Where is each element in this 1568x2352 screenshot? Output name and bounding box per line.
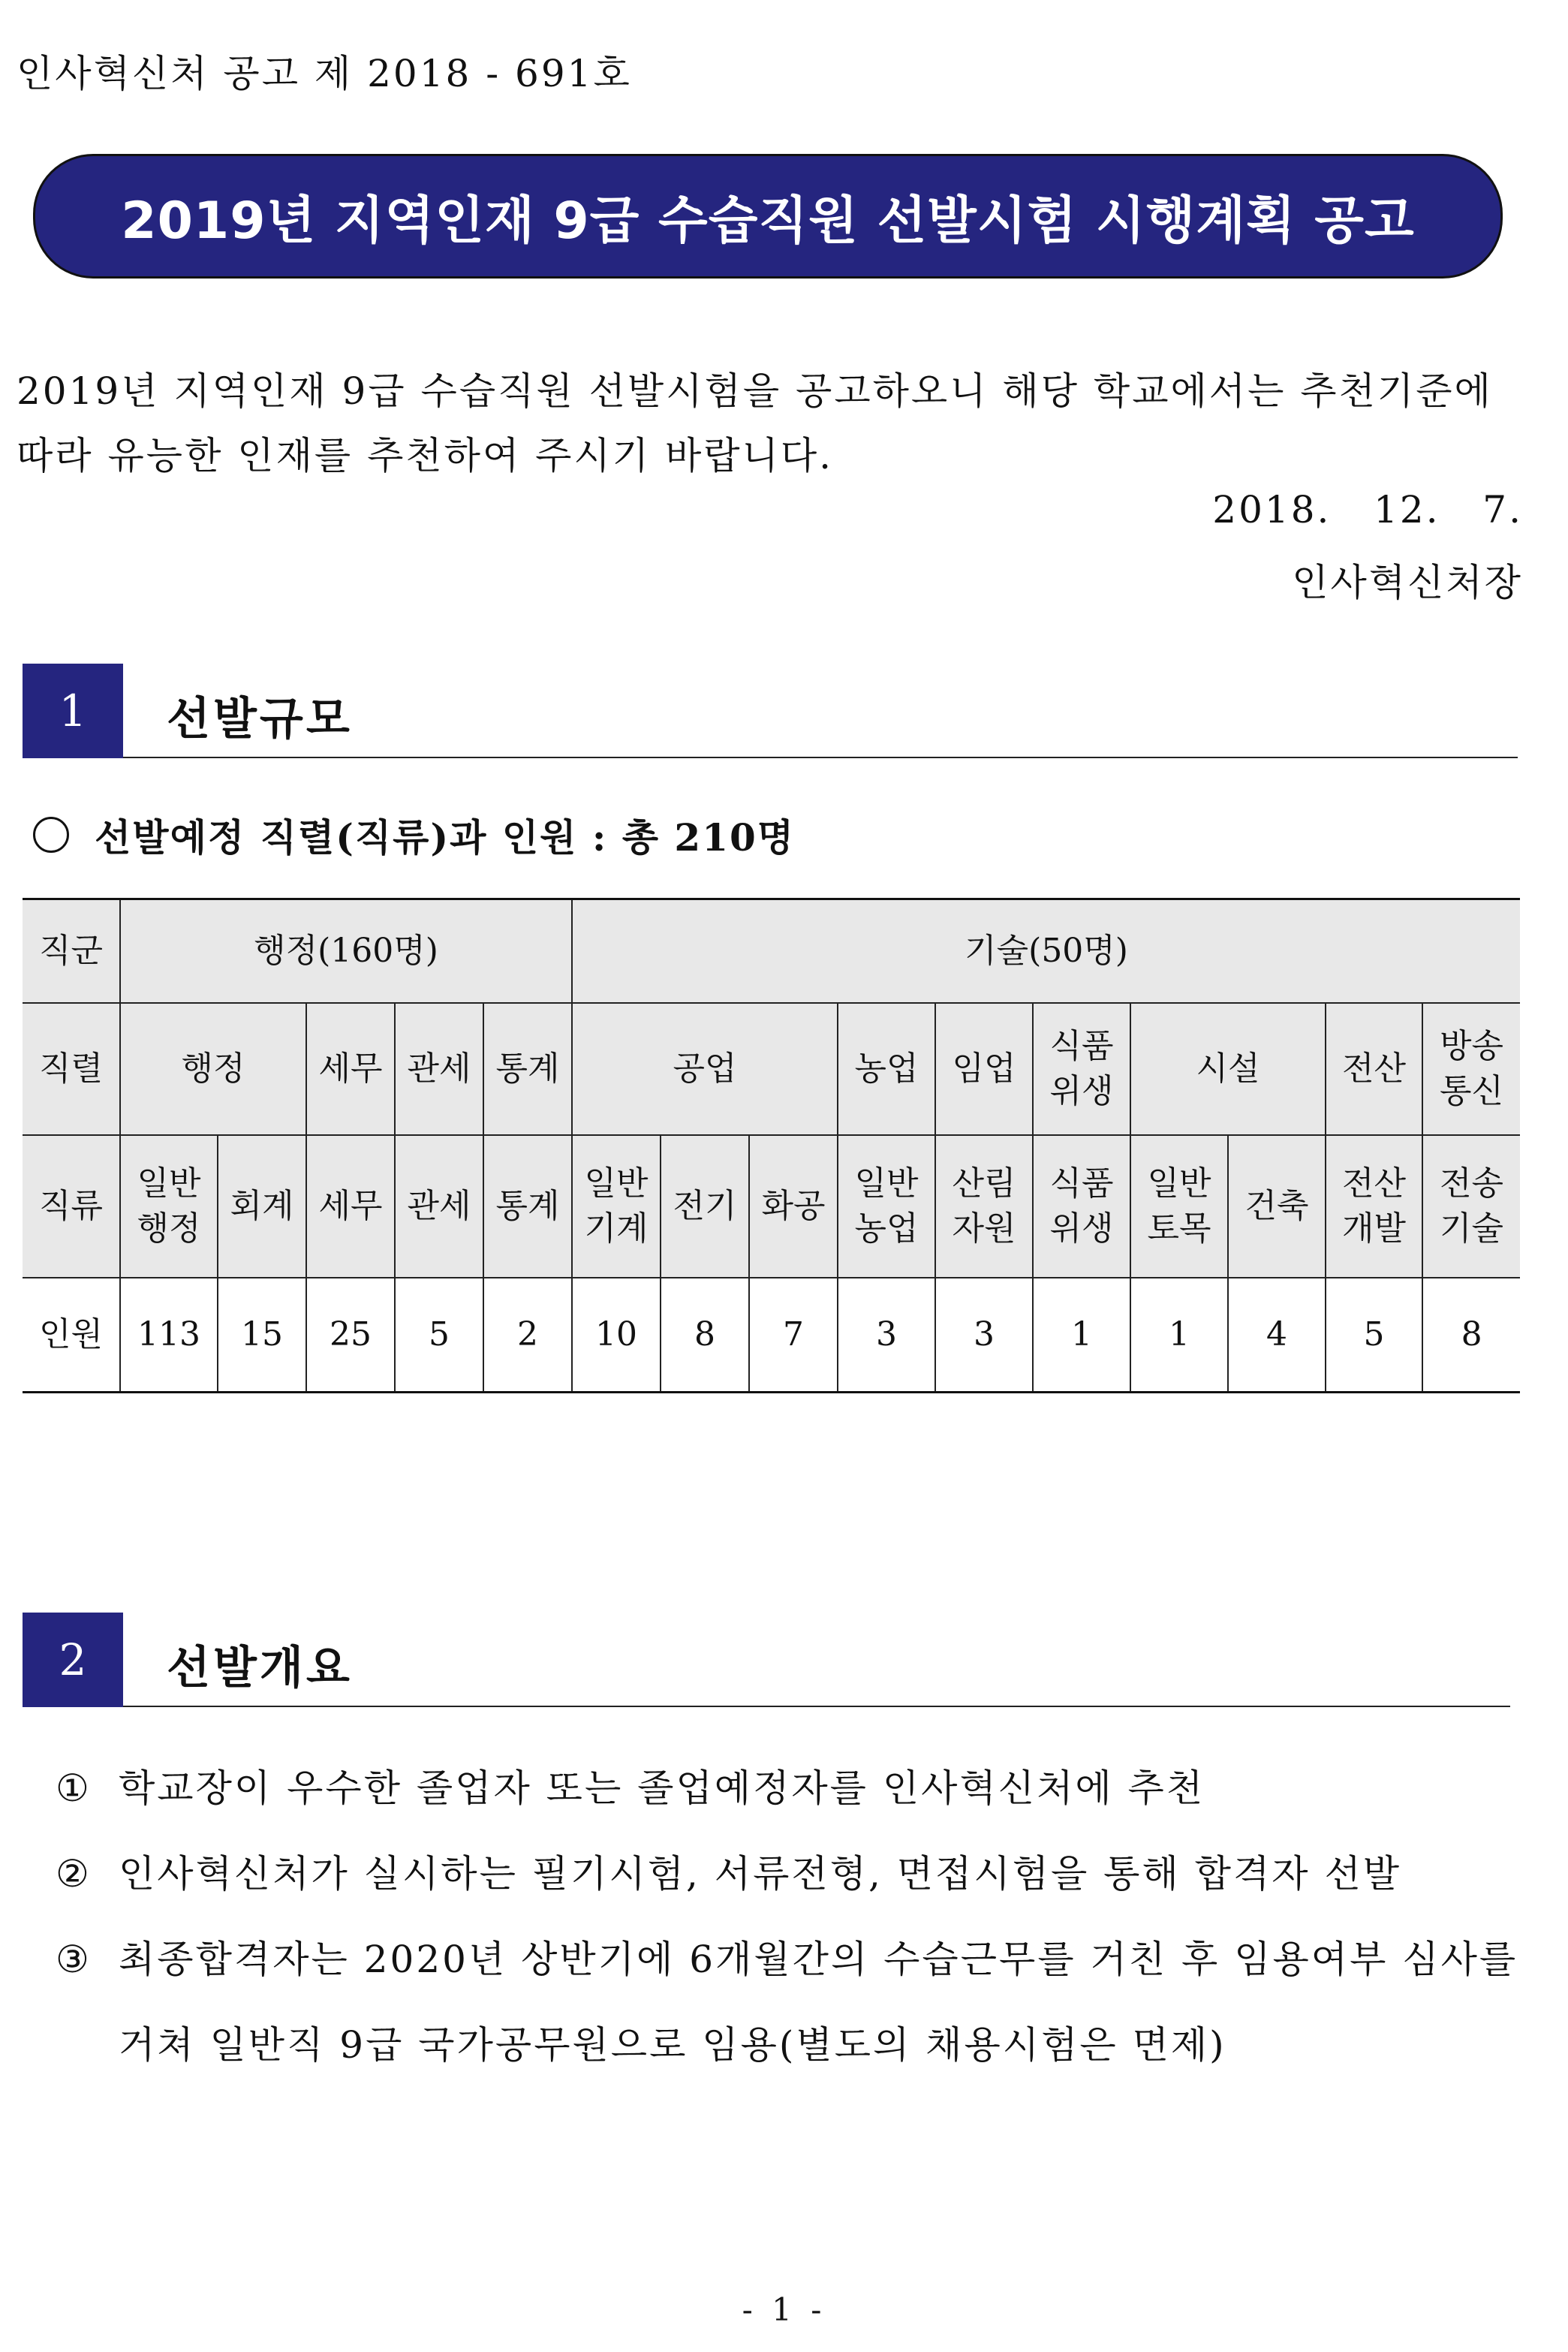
group-tech: 기술(50명) — [572, 899, 1520, 1004]
page-title: 2019년 지역인재 9급 수습직원 선발시험 시행계획 공고 — [121, 191, 1415, 251]
subseries-cell — [1422, 1135, 1520, 1278]
series-cell: 농업 — [838, 1003, 935, 1135]
row-label-series: 직렬 — [23, 1003, 120, 1135]
series-cell: 시설 — [1130, 1003, 1326, 1135]
group-admin: 행정(160명) — [120, 899, 572, 1004]
subseries-cell: 전기 — [661, 1135, 749, 1278]
overview-item-2 — [56, 1844, 1401, 1898]
series-cell: 공업 — [572, 1003, 838, 1135]
subseries-text: 일반 토목 — [1147, 1164, 1211, 1248]
notice-date: 2018. 12. 7. — [1212, 488, 1523, 532]
item-text: 학교장이 우수한 졸업자 또는 졸업예정자를 인사혁신처에 추천 — [119, 1766, 1205, 1810]
row-label-count: 인원 — [23, 1278, 120, 1393]
count-cell: 4 — [1228, 1278, 1326, 1393]
series-cell — [1033, 1003, 1130, 1135]
subseries-text: 전산 개발 — [1342, 1164, 1407, 1248]
subseries-cell — [1033, 1135, 1130, 1278]
subseries-cell: 화공 — [749, 1135, 838, 1278]
section-1-divider — [123, 757, 1518, 758]
subseries-text: 식품 위생 — [1049, 1164, 1114, 1248]
subseries-cell: 세무 — [306, 1135, 395, 1278]
count-cell: 3 — [935, 1278, 1033, 1393]
intro-paragraph — [17, 359, 1522, 488]
subseries-cell — [935, 1135, 1033, 1278]
subseries-cell: 관세 — [395, 1135, 483, 1278]
circle-bullet-icon — [33, 817, 69, 853]
subseries-text: 전송 기술 — [1440, 1164, 1504, 1248]
series-cell: 관세 — [395, 1003, 483, 1135]
count-cell: 15 — [218, 1278, 306, 1393]
subseries-text: 산림 자원 — [952, 1164, 1016, 1248]
subseries-cell: 회계 — [218, 1135, 306, 1278]
subseries-cell — [572, 1135, 661, 1278]
subseries-text: 일반 농업 — [854, 1164, 919, 1248]
intro-line-1: 2019년 지역인재 9급 수습직원 선발시험을 공고하오니 해당 학교에서는 추천기준에 — [17, 369, 1493, 413]
section-2-title: 선발개요 — [167, 1642, 353, 1694]
count-cell: 8 — [661, 1278, 749, 1393]
title-banner — [33, 154, 1503, 279]
subseries-cell: 통계 — [483, 1135, 572, 1278]
subseries-text: 일반 행정 — [137, 1164, 201, 1248]
overview-item-3 — [56, 1929, 1518, 1983]
page-number: - 1 - — [742, 2291, 826, 2328]
row-label-subseries: 직류 — [23, 1135, 120, 1278]
intro-line-2: 따라 유능한 인재를 추천하여 주시기 바랍니다. — [17, 434, 834, 477]
section-1-bullet — [33, 808, 795, 862]
series-cell — [1422, 1003, 1520, 1135]
subseries-cell: 건축 — [1228, 1135, 1326, 1278]
item-text: 인사혁신처가 실시하는 필기시험, 서류전형, 면접시험을 통해 합격자 선발 — [119, 1852, 1402, 1896]
series-cell: 임업 — [935, 1003, 1033, 1135]
count-cell: 5 — [1326, 1278, 1422, 1393]
item-marker: ① — [56, 1766, 92, 1810]
notice-number: 인사혁신처 공고 제 2018 - 691호 — [17, 52, 632, 95]
series-text: 방송 통신 — [1440, 1027, 1504, 1110]
count-cell: 1 — [1130, 1278, 1228, 1393]
count-cell: 10 — [572, 1278, 661, 1393]
series-cell: 전산 — [1326, 1003, 1422, 1135]
subseries-cell — [1130, 1135, 1228, 1278]
overview-item-3-continued: 거쳐 일반직 9급 국가공무원으로 임용(별도의 채용시험은 면제) — [119, 2023, 1226, 2067]
count-cell: 1 — [1033, 1278, 1130, 1393]
subseries-cell — [1326, 1135, 1422, 1278]
count-cell: 2 — [483, 1278, 572, 1393]
item-marker: ③ — [56, 1938, 92, 1981]
count-cell: 5 — [395, 1278, 483, 1393]
series-text: 식품 위생 — [1049, 1027, 1114, 1110]
bullet-text: 선발예정 직렬(직류)과 인원 : 총 210명 — [95, 815, 796, 860]
count-cell: 8 — [1422, 1278, 1520, 1393]
count-cell: 3 — [838, 1278, 935, 1393]
subseries-cell — [120, 1135, 218, 1278]
row-label-group: 직군 — [23, 899, 120, 1004]
overview-item-1 — [56, 1758, 1205, 1812]
series-cell: 통계 — [483, 1003, 572, 1135]
count-cell: 25 — [306, 1278, 395, 1393]
section-1-number: 1 — [23, 664, 123, 758]
issuer: 인사혁신처장 — [1292, 561, 1523, 604]
item-marker: ② — [56, 1852, 92, 1896]
subseries-cell — [838, 1135, 935, 1278]
item-text: 최종합격자는 2020년 상반기에 6개월간의 수습근무를 거친 후 임용여부 심사를 — [119, 1938, 1518, 1981]
section-2-divider — [123, 1706, 1510, 1707]
section-2-number: 2 — [23, 1613, 123, 1707]
section-1-title: 선발규모 — [167, 693, 353, 745]
count-cell: 113 — [120, 1278, 218, 1393]
series-cell: 세무 — [306, 1003, 395, 1135]
subseries-text: 일반 기계 — [584, 1164, 649, 1248]
selection-table — [23, 898, 1520, 1393]
series-cell: 행정 — [120, 1003, 306, 1135]
count-cell: 7 — [749, 1278, 838, 1393]
